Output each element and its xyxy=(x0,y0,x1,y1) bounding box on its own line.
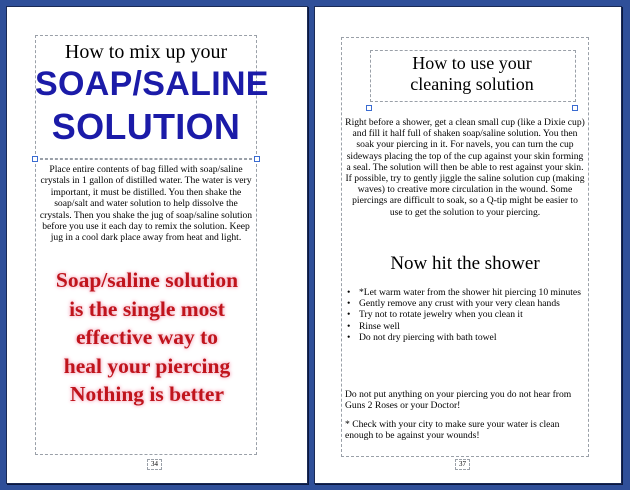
shower-steps-list xyxy=(345,287,583,343)
right-title-line1: How to use your xyxy=(412,53,532,73)
right-subheading: Now hit the shower xyxy=(390,253,540,274)
frame-handle[interactable] xyxy=(254,156,260,162)
left-title-big-line1: SOAP/SALINE xyxy=(35,65,269,103)
list-item: • Gently remove any crust with your very clean hands xyxy=(345,298,583,309)
right-body-text: Right before a shower, get a clean small cup (like a Dixie cup) and fill it half full of shaken soap/saline solution. You then soak your piercing in it. For navels, you can turn the cup sideways placing the top of the cup against your skin forming a seal. The solution will then be able to rest against your skin. If possible, try to gently jiggle the saline solution cup (making waves) to creative more circulation in the wound. Some piercings are difficult to soak, so a Q-tip might be easier to use to get the solution to your piercing. xyxy=(345,117,585,218)
right-paragraph-2: * Check with your city to make sure your water is clean enough to be against your wounds! xyxy=(345,419,560,442)
right-title-line2: cleaning solution xyxy=(410,74,534,94)
page-number: 34 xyxy=(147,459,162,470)
list-item: • *Let warm water from the shower hit piercing 10 minutes xyxy=(345,287,583,298)
right-page xyxy=(314,6,622,484)
left-highlight xyxy=(37,266,257,409)
right-title xyxy=(369,53,575,95)
right-paragraph-1: Do not put anything on your piercing you do not hear from Guns 2 Roses or your Doctor! xyxy=(345,389,572,412)
frame-handle[interactable] xyxy=(366,105,372,111)
left-body-text: Place entire contents of bag filled with soap/saline crystals in 1 gallon of distilled water. The water is very important, it must be distilled. You then shake the soap/salt and water solution to help dissolve the crystals. Then you shake the jug of soap/saline solution before you use it each day to remix the solution. Keep jug in a cool dark place away from heat and light. xyxy=(39,164,253,244)
highlight-line: effective way to xyxy=(75,325,219,349)
highlight-line: Nothing is better xyxy=(69,382,225,406)
list-item: • Try not to rotate jewelry when you clean it xyxy=(345,309,583,320)
left-title-big-line2: SOLUTION xyxy=(51,106,241,147)
frame-handle[interactable] xyxy=(32,156,38,162)
frame-handle[interactable] xyxy=(572,105,578,111)
left-page xyxy=(6,6,308,484)
highlight-line: Soap/saline solution xyxy=(55,268,239,292)
list-item: • Rinse well xyxy=(345,321,583,332)
highlight-line: heal your piercing xyxy=(63,353,231,378)
highlight-line: is the single most xyxy=(69,296,225,321)
left-title-small: How to mix up your xyxy=(64,41,228,63)
page-number: 37 xyxy=(455,459,470,470)
list-item: • Do not dry piercing with bath towel xyxy=(345,332,583,343)
